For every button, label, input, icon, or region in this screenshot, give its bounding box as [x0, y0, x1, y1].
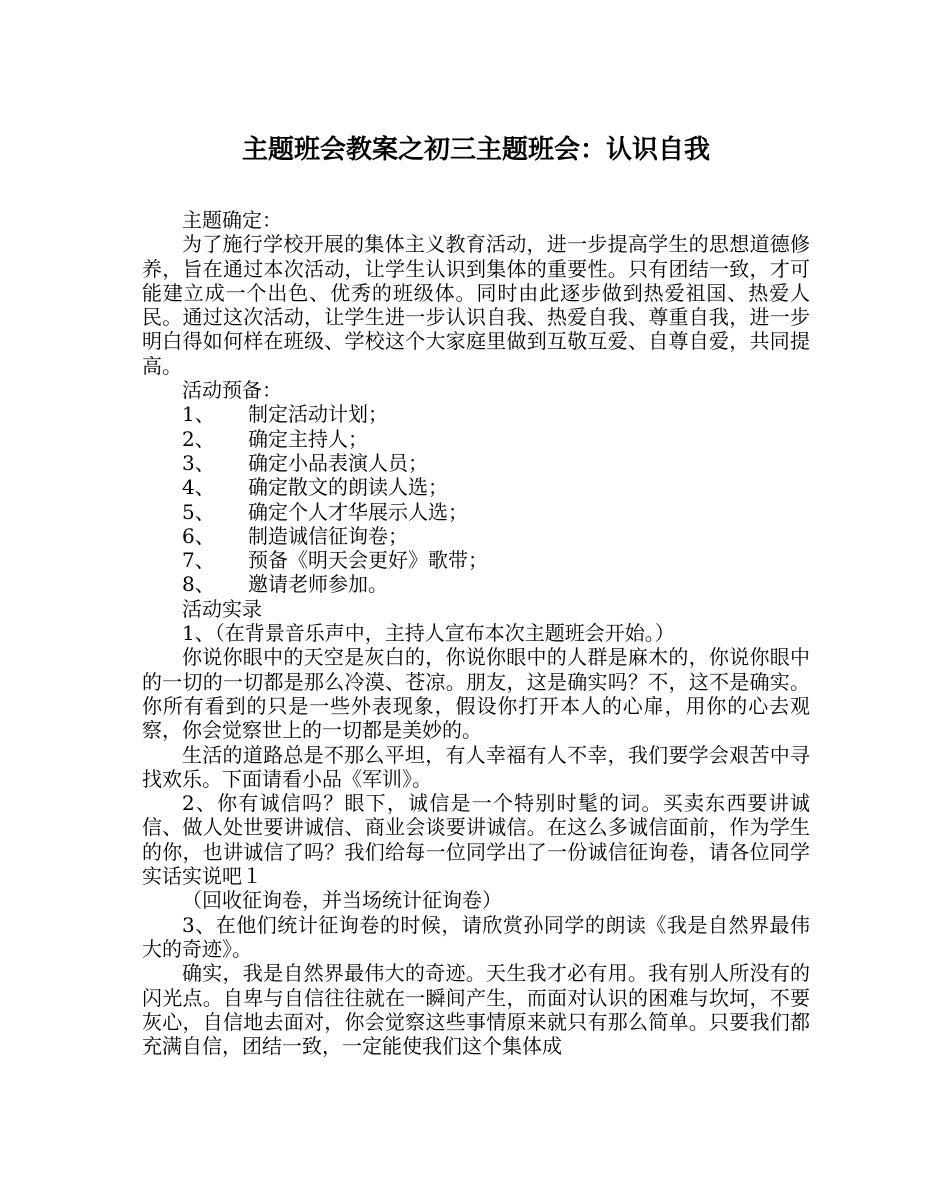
prep-list-number: 7、 — [182, 548, 215, 573]
prep-list-text: 确定小品表演人员； — [248, 450, 428, 475]
prep-list-number: 8、 — [182, 572, 215, 597]
paragraph-prep-heading: 活动预备： — [182, 378, 282, 403]
prep-list-number: 3、 — [182, 450, 215, 475]
prep-list-item — [142, 427, 810, 451]
paragraph-miracle: 确实，我是自然界最伟大的奇迹。天生我才必有用。我有别人所没有的闪光点。自卑与自信往往就在一瞬间产生，而面对认识的困难与坎坷，不要灰心，自信地去面对，你会觉察这些事情原来就只有那么简单。只要我们都充满自信，团结一致，一定能使我们这个集体成 — [142, 961, 810, 1059]
prep-list-item — [142, 402, 810, 426]
paragraph-step-2: 2、你有诚信吗？眼下，诚信是一个特别时髦的词。买卖东西要讲诚信、做人处世要讲诚信、商业会谈要讲诚信。在这么多诚信面前，作为学生的你，也讲诚信了吗？我们给每一位同学出了一份诚信征询卷，请各位同学实话实说吧１ — [142, 791, 810, 889]
prep-list-number: 4、 — [182, 475, 215, 500]
prep-list-item — [142, 475, 810, 499]
prep-list-number: 5、 — [182, 499, 215, 524]
paragraph-theme-body: 为了施行学校开展的集体主义教育活动，进一步提高学生的思想道德修养，旨在通过本次活动，让学生认识到集体的重要性。只有团结一致，才可能建立成一个出色、优秀的班级体。同时由此逐步做到热爱祖国、热爱人民。通过这次活动，让学生进一步认识自我、热爱自我、尊重自我，进一步明白得如何样在班级、学校这个大家庭里做到互敬互爱、自尊自爱，共同提高。 — [142, 232, 810, 378]
paragraph-step-3: 3、在他们统计征询卷的时候，请欣赏孙同学的朗读《我是自然界最伟大的奇迹》。 — [142, 912, 810, 961]
document-title: 主题班会教案之初三主题班会：认识自我 — [241, 135, 710, 165]
prep-list-text: 确定主持人； — [248, 426, 368, 451]
paragraph-step-1: 1、（在背景音乐声中，主持人宣布本次主题班会开始。） — [182, 621, 675, 646]
prep-list-item — [142, 451, 810, 475]
prep-list-text: 制定活动计划； — [248, 402, 388, 427]
prep-list-item — [142, 524, 810, 548]
document-page — [142, 130, 810, 1058]
prep-list-text: 预备《明天会更好》歌带； — [248, 548, 488, 573]
prep-list-item — [142, 572, 810, 596]
paragraph-record-heading: 活动实录 — [182, 596, 262, 621]
prep-list-text: 确定个人才华展示人选； — [248, 499, 468, 524]
prep-list-number: 2、 — [182, 426, 215, 451]
prep-list-number: 6、 — [182, 523, 215, 548]
prep-list-item — [142, 500, 810, 524]
paragraph-theme-heading: 主题确定： — [182, 208, 282, 232]
prep-list-text: 制造诚信征询卷； — [248, 523, 408, 548]
prep-list-item — [142, 548, 810, 572]
prep-list-number: 1、 — [182, 402, 215, 427]
paragraph-collect-survey: （回收征询卷，并当场统计征询卷） — [182, 888, 502, 913]
paragraph-sky: 你说你眼中的天空是灰白的，你说你眼中的人群是麻木的，你说你眼中的一切的一切都是那么冷漠、苍凉。朋友，这是确实吗？不，这不是确实。你所有看到的只是一些外表现象，假设你打开本人的心扉，用你的心去观察，你会觉察世上的一切都是美妙的。 — [142, 645, 810, 743]
paragraph-life-road: 生活的道路总是不那么平坦，有人幸福有人不幸，我们要学会艰苦中寻找欢乐。下面请看小品《军训》。 — [142, 742, 810, 791]
prep-list-text: 邀请老师参加。 — [248, 572, 388, 597]
prep-list-text: 确定散文的朗读人选； — [248, 475, 448, 500]
